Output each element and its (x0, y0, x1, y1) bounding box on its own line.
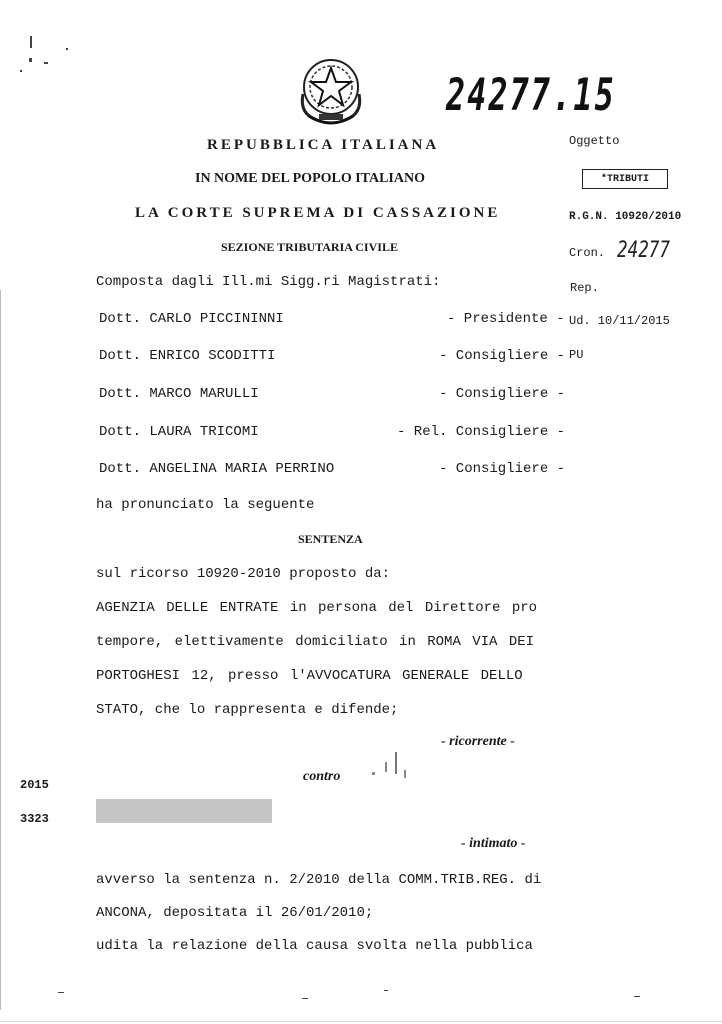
pronunciato-line: ha pronunciato la seguente (96, 497, 315, 513)
cron-handwritten-number: 24277 (617, 238, 670, 263)
judge-name: Dott. ANGELINA MARIA PERRINO (99, 461, 335, 477)
composta-line: Composta dagli Ill.mi Sigg.ri Magistrati: (96, 274, 441, 290)
scan-speck (29, 58, 32, 62)
contro-label: contro (303, 769, 341, 784)
header-popolo: IN NOME DEL POPOLO ITALIANO (195, 171, 425, 186)
scan-speck (634, 996, 640, 997)
tributi-box: *TRIBUTI (582, 169, 668, 189)
judge-name: Dott. MARCO MARULLI (99, 386, 259, 402)
pu-label: PU (569, 348, 584, 362)
intimato-label: - intimato - (461, 836, 526, 851)
stamp-number: 24277.15 (446, 70, 616, 121)
scan-edge (0, 290, 1, 1010)
scan-speck (384, 990, 388, 991)
scan-speck (30, 36, 32, 48)
scan-speck (302, 998, 308, 999)
udienza-date: Ud. 10/11/2015 (569, 314, 670, 328)
header-sezione: SEZIONE TRIBUTARIA CIVILE (221, 240, 398, 254)
scan-speck (395, 752, 397, 774)
margin-number: 3323 (20, 812, 49, 826)
rgn-label: R.G.N. 10920/2010 (569, 211, 682, 223)
italian-republic-emblem-icon (297, 54, 365, 128)
scan-speck (372, 772, 375, 775)
scan-speck (404, 770, 406, 778)
judge-name: Dott. CARLO PICCININNI (99, 311, 284, 327)
rep-label: Rep. (570, 281, 599, 295)
body-line: tempore, elettivamente domiciliato in ROMA VIA DEI (96, 634, 535, 650)
scan-speck (385, 762, 387, 772)
body-line: STATO, che lo rappresenta e difende; (96, 702, 399, 718)
scan-speck (20, 70, 22, 72)
header-corte: LA CORTE SUPREMA DI CASSAZIONE (135, 205, 501, 221)
scan-speck (44, 62, 48, 64)
redacted-block (96, 799, 272, 823)
judge-role: - Consigliere - (439, 386, 566, 402)
body-line: AGENZIA DELLE ENTRATE in persona del Direttore pro (96, 600, 538, 616)
ricorso-line: sul ricorso 10920-2010 proposto da: (96, 566, 391, 582)
body-line: avverso la sentenza n. 2/2010 della COMM.TRIB.REG. di (96, 872, 542, 888)
judge-role: - Consigliere - (439, 348, 566, 364)
oggetto-label: Oggetto (569, 134, 620, 148)
body-line: ANCONA, depositata il 26/01/2010; (96, 905, 374, 921)
scan-speck (58, 992, 64, 993)
margin-year: 2015 (20, 778, 49, 792)
scan-speck (66, 48, 68, 50)
judge-role: - Rel. Consigliere - (397, 424, 566, 440)
judge-name: Dott. ENRICO SCODITTI (99, 348, 276, 364)
judge-role: - Consigliere - (439, 461, 566, 477)
header-repubblica: REPUBBLICA ITALIANA (207, 137, 440, 153)
scan-edge (0, 1021, 722, 1022)
judge-role: - Presidente - (447, 311, 565, 327)
judge-name: Dott. LAURA TRICOMI (99, 424, 259, 440)
cron-label: Cron. (569, 246, 606, 260)
body-line: PORTOGHESI 12, presso l'AVVOCATURA GENERALE DELLO (96, 668, 523, 684)
body-line: udita la relazione della causa svolta nella pubblica (96, 938, 533, 954)
sentenza-heading: SENTENZA (298, 532, 363, 546)
ricorrente-label: - ricorrente - (441, 734, 515, 749)
